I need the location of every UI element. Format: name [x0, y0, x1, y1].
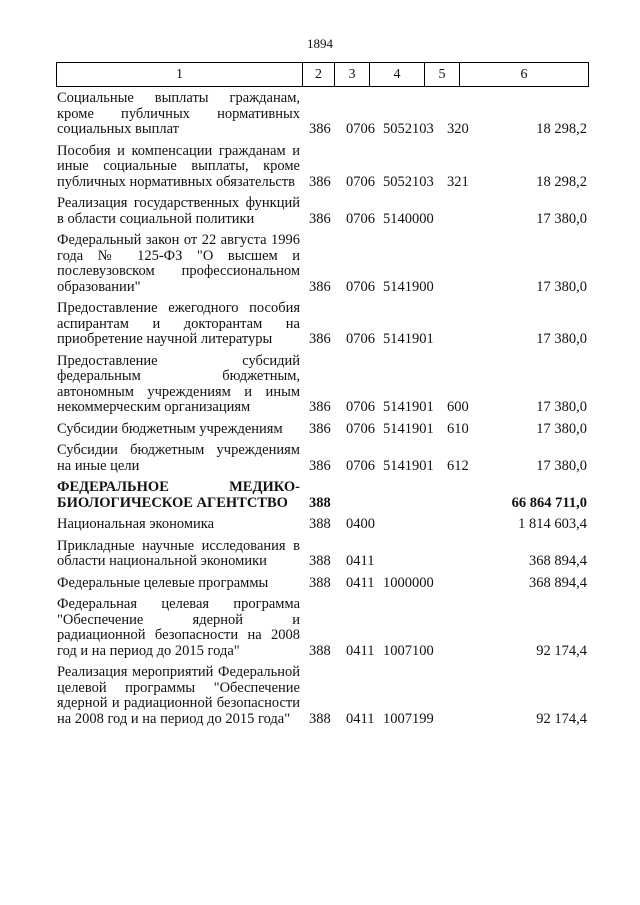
row-sum: 66 864 711,0 — [511, 494, 587, 511]
row-name: Субсидии бюджетным учреждениям на иные цели — [57, 442, 300, 474]
row-sum: 17 380,0 — [536, 331, 587, 347]
row-ved: 388 — [309, 553, 331, 569]
table-row — [57, 354, 587, 416]
row-sum: 92 174,4 — [536, 710, 587, 727]
row-target-article: 1007199 — [383, 710, 434, 727]
row-name: Реализация государственных функций в области социальной политики — [57, 195, 300, 227]
table-row — [57, 517, 587, 533]
row-razdel: 0706 — [346, 331, 375, 347]
row-name: Предоставление ежегодного пособия аспирантам и докторантам на приобретение научной литературы — [57, 300, 300, 347]
row-expense-type: 610 — [447, 420, 469, 437]
table-row — [57, 597, 587, 659]
row-target-article: 5052103 — [383, 121, 434, 137]
row-sum: 17 380,0 — [536, 457, 587, 474]
row-ved: 386 — [309, 173, 331, 190]
header-col-5: 5 — [425, 63, 460, 86]
row-target-article: 5141900 — [383, 278, 434, 295]
table-body — [57, 91, 587, 733]
row-sum: 17 380,0 — [536, 278, 587, 295]
row-ved: 388 — [309, 494, 331, 511]
row-sum: 17 380,0 — [536, 420, 587, 437]
row-expense-type: 612 — [447, 457, 469, 474]
row-ved: 386 — [309, 210, 331, 227]
row-sum: 368 894,4 — [529, 574, 587, 591]
row-sum: 17 380,0 — [536, 210, 587, 227]
row-ved: 388 — [309, 710, 331, 727]
table-row — [57, 144, 587, 191]
table-row — [57, 422, 587, 438]
row-ved: 386 — [309, 420, 331, 437]
row-razdel: 0411 — [346, 642, 375, 659]
row-name: Субсидии бюджетным учреждениям — [57, 420, 283, 437]
row-ved: 388 — [309, 574, 331, 591]
table-row — [57, 665, 587, 727]
row-name: Реализация мероприятий Федеральной целевой программы "Обеспечение ядерной и радиационной безопасности на 2008 год и на период до 2015 года" — [57, 664, 300, 727]
row-expense-type: 320 — [447, 121, 469, 137]
row-name: Прикладные научные исследования в области национальной экономики — [57, 537, 300, 569]
row-razdel: 0706 — [346, 173, 375, 190]
row-target-article: 5141901 — [383, 420, 434, 437]
row-expense-type: 600 — [447, 399, 469, 415]
table-row — [57, 443, 587, 474]
row-razdel: 0706 — [346, 399, 375, 415]
row-ved: 386 — [309, 331, 331, 347]
table-header — [56, 62, 589, 87]
header-col-6: 6 — [520, 67, 528, 82]
page-number: 1894 — [307, 36, 333, 51]
row-target-article: 5141901 — [383, 331, 434, 347]
row-sum: 17 380,0 — [536, 399, 587, 415]
table-row — [57, 576, 587, 592]
row-name: Предоставление субсидий федеральным бюджетным, автономным учреждениям и иным некоммерческим организациям — [57, 352, 300, 415]
row-razdel: 0706 — [346, 278, 375, 295]
table-row — [57, 233, 587, 295]
row-target-article: 1007100 — [383, 642, 434, 659]
header-col-3: 3 — [335, 63, 370, 86]
row-expense-type: 321 — [447, 173, 469, 190]
row-target-article: 5141901 — [383, 457, 434, 474]
row-razdel: 0706 — [346, 210, 375, 227]
row-name: Федеральная целевая программа "Обеспечение ядерной и радиационной безопасности на 2008 год и на период до 2015 года" — [57, 596, 300, 659]
row-razdel: 0706 — [346, 457, 375, 474]
row-razdel: 0706 — [346, 121, 375, 137]
row-ved: 388 — [309, 642, 331, 659]
row-name: Пособия и компенсации гражданам и иные социальные выплаты, кроме публичных нормативных обязательств — [57, 142, 300, 190]
row-sum: 1 814 603,4 — [518, 516, 587, 532]
row-target-article: 1000000 — [383, 574, 434, 591]
row-ved: 386 — [309, 278, 331, 295]
table-row — [57, 480, 587, 511]
row-razdel: 0400 — [346, 516, 375, 532]
row-razdel: 0411 — [346, 553, 375, 569]
row-ved: 386 — [309, 457, 331, 474]
row-razdel: 0411 — [346, 574, 375, 591]
row-target-article: 5141901 — [383, 399, 434, 415]
table-row — [57, 301, 587, 348]
row-name: Федеральные целевые программы — [57, 574, 269, 591]
header-col-1: 1 — [57, 63, 303, 86]
row-target-article: 5052103 — [383, 173, 434, 190]
header-col-4: 4 — [370, 63, 425, 86]
row-ved: 388 — [309, 516, 331, 532]
table-row — [57, 539, 587, 570]
row-sum: 18 298,2 — [536, 121, 587, 137]
row-name: Федеральный закон от 22 августа 1996 года № 125-ФЗ "О высшем и послевузовском профессиональном образовании" — [57, 232, 300, 295]
row-sum: 368 894,4 — [529, 553, 587, 569]
row-name: ФЕДЕРАЛЬНОЕ МЕДИКО-БИОЛОГИЧЕСКОЕ АГЕНТСТВО — [57, 479, 300, 511]
row-razdel: 0411 — [346, 710, 375, 727]
row-ved: 386 — [309, 399, 331, 415]
row-name: Социальные выплаты гражданам, кроме публичных нормативных социальных выплат — [57, 90, 300, 137]
row-target-article: 5140000 — [383, 210, 434, 227]
header-col-2: 2 — [303, 63, 335, 86]
table-row — [57, 196, 587, 227]
table-row — [57, 91, 587, 138]
row-razdel: 0706 — [346, 420, 375, 437]
row-sum: 92 174,4 — [536, 642, 587, 659]
row-name: Национальная экономика — [57, 516, 215, 532]
row-sum: 18 298,2 — [536, 173, 587, 190]
row-ved: 386 — [309, 121, 331, 137]
